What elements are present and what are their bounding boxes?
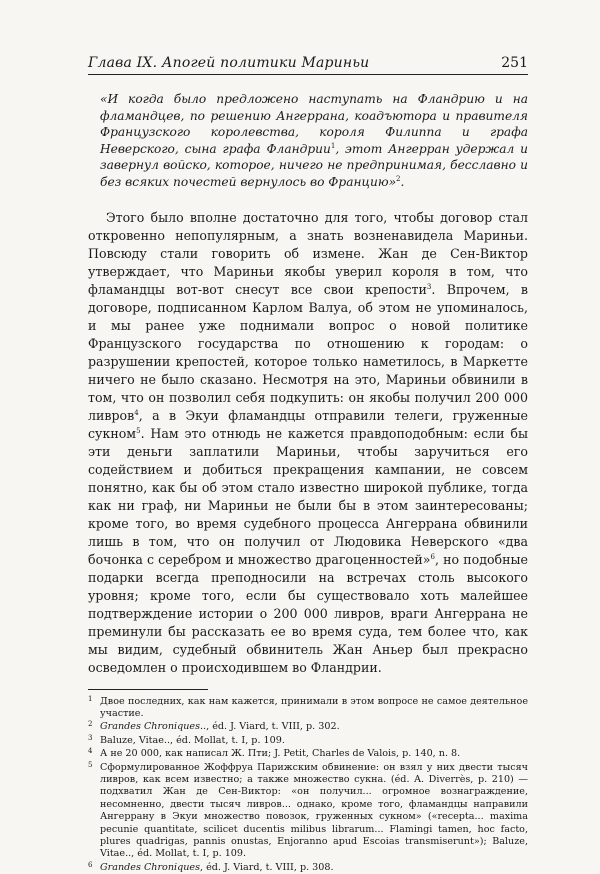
footnote-text: Grandes Chroniques, éd. J. Viard, t. VIII, p. 308. bbox=[100, 861, 334, 873]
quote-text: «И когда было предложено наступать на Фландрию и на фламандцев, по решению Ангеррана, коадъютора и правителя Французского королевства, короля Филиппа и графа Неверского, сына графа Фландрии bbox=[100, 92, 528, 156]
footnote-ref-2[interactable]: 2 bbox=[396, 174, 401, 183]
footnote-divider bbox=[88, 689, 208, 690]
footnote-ref-1[interactable]: 1 bbox=[330, 141, 336, 150]
footnote-text: Baluze, Vitae.., éd. Mollat, t. I, p. 109. bbox=[100, 734, 285, 746]
footnote-number: 4 bbox=[88, 747, 93, 756]
chapter-title: Глава IX. Апогей политики Мариньи bbox=[88, 55, 370, 71]
footnotes bbox=[88, 696, 528, 874]
footnote-ref-6[interactable]: 6 bbox=[430, 552, 435, 561]
footnote-text: Grandes Chroniques.., éd. J. Viard, t. VIII, p. 302. bbox=[100, 721, 340, 733]
footnote-ref-5[interactable]: 5 bbox=[136, 426, 141, 435]
footnote-number: 2 bbox=[88, 720, 93, 729]
footnote-number: 3 bbox=[88, 733, 93, 742]
paragraph-text: , но подобные подарки всегда преподносили на встречах столь высокого уровня; кроме того, если бы существовало хоть малейшее подтверждение истории о 200 000 ливров, враги Ангеррана не преминули бы рассказать ее во время суда, тем более что, как мы видим, судебный обвинитель Жан Аньер был прекрасно осведомлен о происходившем во Фландрии. bbox=[88, 551, 528, 675]
paragraph-text: , а в Экуи фламандцы отправили телеги, груженные сукном bbox=[88, 407, 528, 441]
paragraph-text: . Впрочем, в договоре, подписанном Карлом Валуа, об этом не упоминалось, и мы ранее уже поднимали вопрос о новой политике Французского государства по отношению к городам: о разрушении крепостей, которое только наметилось, в Маркетте ничего не было сказано. Несмотря на это, Мариньи обвинили в том, что он позволил себя подкупить: он якобы получил 200 000 ливров bbox=[88, 281, 528, 423]
footnote-number: 1 bbox=[88, 694, 93, 703]
footnote bbox=[88, 762, 528, 861]
footnote bbox=[88, 748, 528, 760]
footnote bbox=[88, 721, 528, 733]
footnote-text: Сформулированное Жоффруа Парижским обвинение: он взял у них двести тысяч ливров, как всем известно; а также множество сукна. (éd. A. Diverrès, p. 210) — подхватил Жан де Сен-Виктор: «он получил... огромное вознаграждение, несомненно, двести тысяч ливров... однако, кроме того, фламандцы направили Ангеррану в Экуи множество повозок, груженных сукном» («recepta... maxima pecunie quantitate, scilicet ducentis milibus librarum... Flamingi tamen, hoc facto, plures quadrigas, pannis onustas, Enjoranno apud Escoias transmiserunt»); Baluze, Vitae.., éd. Mollat, t. I, p. 109. bbox=[100, 761, 528, 860]
footnote-ref-4[interactable]: 4 bbox=[134, 408, 139, 417]
body-paragraph bbox=[88, 209, 528, 677]
footnote bbox=[88, 735, 528, 747]
footnote-number: 6 bbox=[88, 860, 93, 869]
quote-text: , этот Ангерран удержал и завернул войско, которое, ничего не предпринимая, бесславно и без всяких почестей вернулось во Францию» bbox=[100, 141, 528, 189]
page-number: 251 bbox=[501, 55, 528, 71]
paragraph-text: Этого было вполне достаточно для того, чтобы договор стал откровенно непопулярным, а знать возненавидела Мариньи. Повсюду стали говорить об измене. Жан де Сен-Виктор утверждает, что Мариньи якобы уверил короля в том, что фламандцы вот-вот снесут все свои крепости bbox=[88, 209, 528, 297]
footnote-text: Двое последних, как нам кажется, принимали в этом вопросе не самое деятельное участие. bbox=[100, 695, 528, 719]
paragraph-text: . Нам это отнюдь не кажется правдоподобным: если бы эти деньги заплатили Мариньи, чтобы заручиться его содействием и добиться прекращения кампании, не совсем понятно, как бы об этом стало известно широкой публике, тогда как ни граф, ни Мариньи не были бы в этом заинтересованы; кроме того, во время судебного процесса Ангеррана обвинили лишь в том, что он получил от Людовика Неверского «два бочонка с серебром и множество драгоценностей» bbox=[88, 425, 528, 567]
footnote-ref-3[interactable]: 3 bbox=[426, 282, 432, 291]
block-quote bbox=[100, 91, 528, 191]
footnote-number: 5 bbox=[88, 760, 93, 769]
footnote-text: А не 20 000, как написал Ж. Пти; J. Petit, Charles de Valois, p. 140, n. 8. bbox=[100, 748, 461, 760]
quote-text: . bbox=[400, 174, 405, 189]
footnote bbox=[88, 696, 528, 721]
running-header bbox=[88, 55, 528, 75]
footnote bbox=[88, 862, 528, 874]
